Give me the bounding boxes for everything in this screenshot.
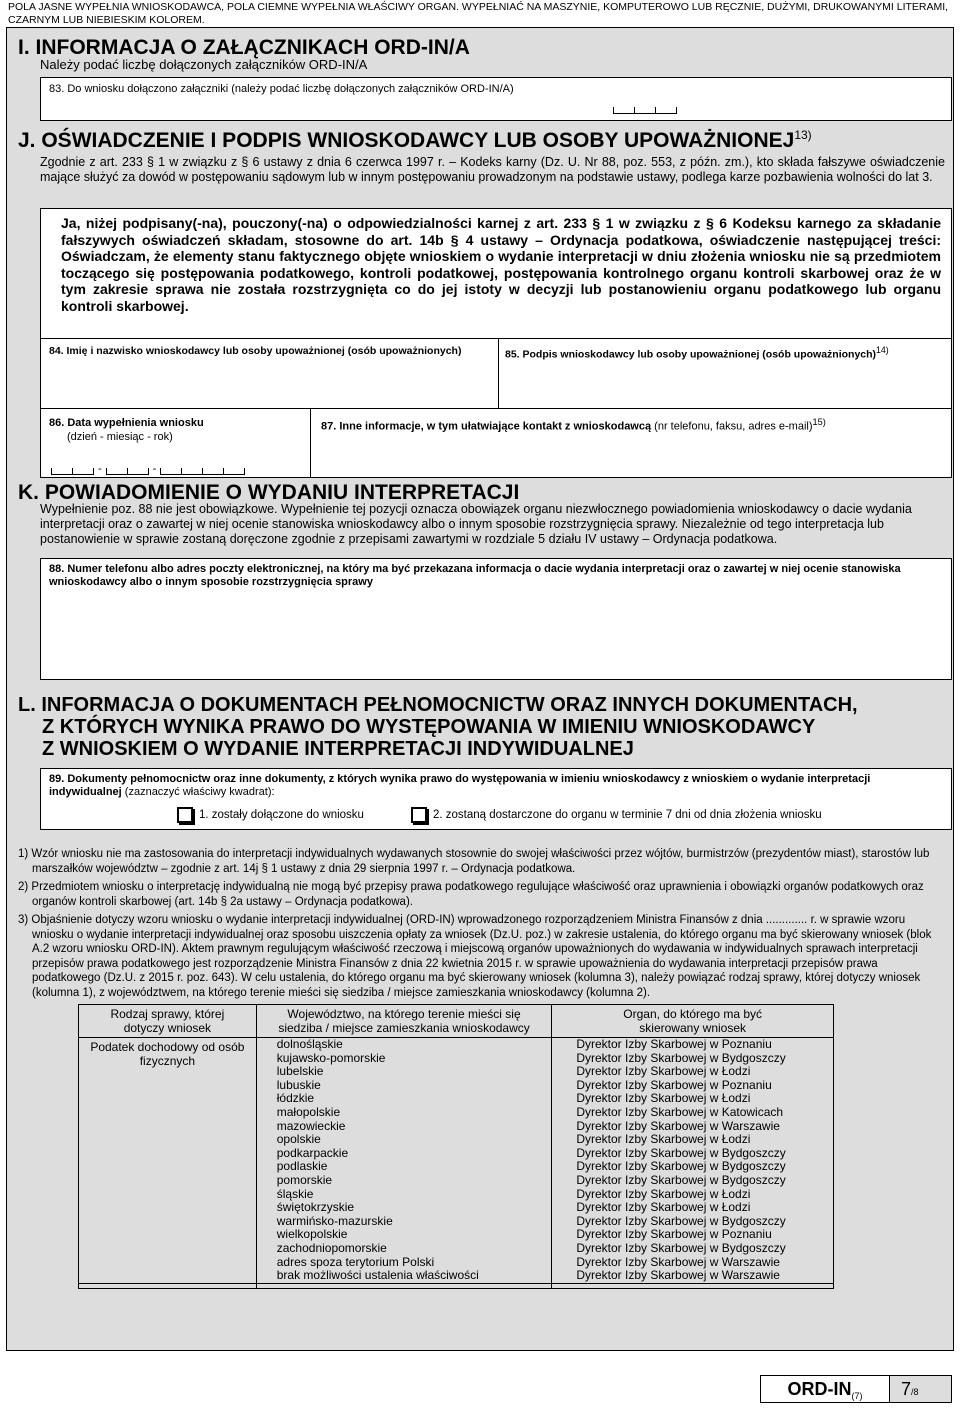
table-cell-authority: Dyrektor Izby Skarbowej w Łodzi bbox=[576, 1064, 751, 1079]
table-cell-voivodeship: lubelskie bbox=[276, 1064, 324, 1079]
field-87-footnote-ref: 15) bbox=[812, 417, 826, 427]
table-cell-voivodeship: adres spoza terytorium Polski bbox=[276, 1254, 435, 1269]
table-cell-authority: Dyrektor Izby Skarbowej w Bydgoszczy bbox=[576, 1050, 786, 1065]
table-cell-authority: Dyrektor Izby Skarbowej w Łodzi bbox=[576, 1186, 751, 1201]
checkbox-icon[interactable] bbox=[411, 807, 427, 823]
table-cell-authority: Dyrektor Izby Skarbowej w Bydgoszczy bbox=[576, 1172, 786, 1187]
declaration-text: Ja, niżej podpisany(-na), pouczony(-na) o odpowiedzialności karnej z art. 233 § 1 w związku z § 6 Kodeksu karnego za składanie fałszywych oświadczeń składam, stosowne do art. 14b § 4 ustawy – Ordynacja podatkowa, oświadczenie następującej treści: Oświadczam, że elementy stanu faktycznego objęte wnioskiem o wydanie interpretacji w dniu złożenia wniosku nie są przedmiotem toczącego się postępowania podatkowego, kontroli podatkowej, postępowania kontrolnego organu kontroli skarbowej oraz że w tym zakresie sprawa nie została rozstrzygnięta co do jej istoty w decyzji lub postanowieniu organu podatkowego lub organu kontroli skarbowej. bbox=[61, 215, 941, 314]
table-cell-voivodeship: lubuskie bbox=[276, 1077, 321, 1092]
field-88-label: 88. Numer telefonu albo adres poczty elektronicznej, na który ma być przekazana informacja o dacie wydania interpretacji oraz o zawartej w niej ocenie stanowiska wnioskodawcy albo o innym sposobie rozstrzygnięcia sprawy bbox=[49, 563, 901, 588]
field-86-box[interactable] bbox=[40, 408, 312, 478]
table-cell-authority: Dyrektor Izby Skarbowej w Katowicach bbox=[576, 1104, 784, 1119]
field-89-hint: (zaznaczyć właściwy kwadrat): bbox=[121, 786, 275, 798]
table-cell-authority: Dyrektor Izby Skarbowej w Bydgoszczy bbox=[576, 1159, 786, 1174]
option-2-label: 2. zostaną dostarczone do organu w terminie 7 dni od dnia złożenia wniosku bbox=[433, 809, 822, 822]
table-cell-voivodeship: opolskie bbox=[276, 1132, 321, 1147]
field-83-cells[interactable] bbox=[613, 107, 677, 114]
footnote-1: 1) Wzór wniosku nie ma zastosowania do interpretacji indywidualnych wydawanych stosownie do swojej właściwości przez wójtów, burmistrzów (prezydentów miast), starostów lub marszałków województw – zgodnie z art. 14j § 1 ustawy z dnia 29 sierpnia 1997 r. – Ordynacja podatkowa. bbox=[18, 848, 930, 875]
option-1-attached[interactable] bbox=[177, 807, 364, 823]
section-k-title: K. POWIADOMIENIE O WYDANIU INTERPRETACJI bbox=[18, 481, 520, 504]
section-l-title-line-3: Z WNIOSKIEM O WYDANIE INTERPRETACJI INDYWIDUALNEJ bbox=[42, 738, 634, 760]
field-84-label: 84. Imię i nazwisko wnioskodawcy lub osoby upoważnionej (osób upoważnionych) bbox=[49, 345, 462, 357]
field-83-box[interactable] bbox=[40, 77, 952, 121]
page-number: 7 bbox=[901, 1379, 912, 1399]
table-cell-authority: Dyrektor Izby Skarbowej w Poznaniu bbox=[576, 1037, 772, 1051]
table-voivodeship-list bbox=[256, 1038, 552, 1284]
checkbox-icon[interactable] bbox=[177, 807, 193, 823]
section-i-title: I. INFORMACJA O ZAŁĄCZNIKACH ORD-IN/A bbox=[18, 36, 470, 59]
field-83-label: 83. Do wniosku dołączono załączniki (należy podać liczbę dołączonych załączników ORD-IN/A) bbox=[49, 83, 514, 95]
field-88-box[interactable] bbox=[40, 558, 952, 680]
table-cell-authority: Dyrektor Izby Skarbowej w Łodzi bbox=[576, 1132, 751, 1147]
footnote-2: 2) Przedmiotem wniosku o interpretację indywidualną nie mogą być przepisy prawa podatkowego regulujące właściwość oraz uprawnienia i obowiązki organów podatkowych oraz organów kontroli skarbowej (art. 14b § 2a ustawy – Ordynacja podatkowa). bbox=[18, 881, 924, 908]
field-86-label: 86. Data wypełnienia wniosku bbox=[49, 417, 204, 429]
section-l-title bbox=[18, 694, 858, 760]
table-cell-voivodeship: pomorskie bbox=[276, 1172, 333, 1187]
field-89-box bbox=[40, 768, 952, 830]
field-85-box[interactable] bbox=[498, 338, 952, 410]
top-instruction-note: POLA JASNE WYPEŁNIA WNIOSKODAWCA, POLA CIEMNE WYPEŁNIA WŁAŚCIWY ORGAN. WYPEŁNIAĆ NA MASZYNIE, KOMPUTEROWO LUB RĘCZNIE, DUŻYMI, DRUKOWANYMI LITERAMI, CZARNYM LUB NIEBIESKIM KOLOREM. bbox=[8, 1, 949, 26]
section-l-title-line-2: Z KTÓRYCH WYNIKA PRAWO DO WYSTĘPOWANIA W IMIENIU WNIOSKODAWCY bbox=[42, 716, 816, 738]
field-87-hint: (nr telefonu, faksu, adres e-mail) bbox=[651, 420, 813, 433]
section-i-subtitle: Należy podać liczbę dołączonych załączników ORD-IN/A bbox=[40, 57, 368, 72]
section-j-intro: Zgodnie z art. 233 § 1 w związku z § 6 ustawy z dnia 6 czerwca 1997 r. – Kodeks karny (Dz. U. Nr 88, poz. 553, z późn. zm.), kto składa fałszywe oświadczenie mające służyć za dowód w postępowaniu sądowym lub w innym postępowaniu prowadzonym na podstawie ustawy, podlega karze pozbawienia wolności do lat 3. bbox=[40, 155, 945, 184]
table-cell-voivodeship: świętokrzyskie bbox=[276, 1200, 355, 1215]
table-cell-authority: Dyrektor Izby Skarbowej w Poznaniu bbox=[576, 1077, 772, 1092]
table-cell-voivodeship: kujawsko-pomorskie bbox=[276, 1050, 386, 1065]
field-84-box[interactable] bbox=[40, 338, 500, 410]
table-cell-authority: Dyrektor Izby Skarbowej w Warszawie bbox=[576, 1118, 780, 1133]
table-cell-voivodeship: dolnośląskie bbox=[276, 1037, 343, 1051]
table-cell-voivodeship: wielkopolskie bbox=[276, 1227, 348, 1242]
table-case-type: Podatek dochodowy od osób fizycznych bbox=[79, 1038, 257, 1284]
section-k-text: Wypełnienie poz. 88 nie jest obowiązkowe. Wypełnienie tej pozycji oznacza obowiązek organu niezwłocznego powiadomienia wnioskodawcy o dacie wydania interpretacji oraz o zawartej w niej ocenie stanowiska wnioskodawcy albo o innym sposobie rozstrzygnięcia sprawy. Niezależnie od tego interpretacja lub postanowienie w sprawie zostaną doręczone zgodnie z przepisami zawartymi w rozdziale 5 działu IV ustawy – Ordynacja podatkowa. bbox=[40, 502, 912, 546]
table-cell-authority: Dyrektor Izby Skarbowej w Bydgoszczy bbox=[576, 1240, 786, 1255]
jurisdiction-table bbox=[78, 1004, 834, 1289]
table-header-voivodeship: Województwo, na którego terenie mieści się siedziba / miejsce zamieszkania wnioskodawcy bbox=[256, 1005, 552, 1038]
table-header-authority: Organ, do którego ma być skierowany wniosek bbox=[552, 1005, 834, 1038]
table-cell-voivodeship: brak możliwości ustalenia właściwości bbox=[276, 1268, 479, 1283]
table-authority-list bbox=[552, 1038, 834, 1284]
field-85-footnote-ref: 14) bbox=[876, 345, 889, 355]
table-cell-voivodeship: podlaskie bbox=[276, 1159, 328, 1174]
table-cell-voivodeship: śląskie bbox=[276, 1186, 314, 1201]
table-cell-authority: Dyrektor Izby Skarbowej w Warszawie bbox=[576, 1254, 780, 1269]
table-cell-authority: Dyrektor Izby Skarbowej w Bydgoszczy bbox=[576, 1145, 786, 1160]
page-footer bbox=[760, 1375, 952, 1403]
field-86-format: (dzień - miesiąc - rok) bbox=[67, 431, 173, 443]
section-j-title: J. OŚWIADCZENIE I PODPIS WNIOSKODAWCY LUB OSOBY UPOWAŻNIONEJ bbox=[18, 129, 795, 152]
table-cell-authority: Dyrektor Izby Skarbowej w Łodzi bbox=[576, 1200, 751, 1215]
table-cell-voivodeship: zachodniopomorskie bbox=[276, 1240, 387, 1255]
field-89-label: 89. Dokumenty pełnomocnictw oraz inne dokumenty, z których wynika prawo do występowania w imieniu wnioskodawcy z wnioskiem o wydanie interpretacji indywidualnej bbox=[49, 773, 871, 798]
option-2-later[interactable] bbox=[411, 807, 822, 823]
declaration-box bbox=[40, 208, 952, 340]
table-cell-authority: Dyrektor Izby Skarbowej w Poznaniu bbox=[576, 1227, 772, 1242]
field-86-date-cells[interactable]: - - bbox=[51, 463, 245, 475]
table-cell-voivodeship: łódzkie bbox=[276, 1091, 315, 1106]
footnote-3: 3) Objaśnienie dotyczy wzoru wniosku o wydanie interpretacji indywidualnej (ORD-IN) wprowadzonego rozporządzeniem Ministra Finansów z dnia ............. r. w sprawie wzoru wniosku o wydanie interpretacji indywidualnej oraz sposobu uiszczenia opłaty za wniosek (Dz.U. poz.) w zakresie ustalenia, do którego organu ma być skierowany wniosek (blok A.2 wzoru wniosku ORD-IN). Aktem prawnym regulującym właściwość rzeczową i miejscową organów upoważnionych do wydawania w indywidualnych sprawach interpretacji przepisów prawa podatkowego jest rozporządzenie Ministra Finansów z dnia 22 kwietnia 2015 r. w sprawie upoważnienia do wydawania interpretacji przepisów prawa podatkowego (Dz.U. z 2015 r. poz. 643). W celu ustalenia, do którego organu ma być skierowany wniosek (kolumna 3), należy powiązać rodzaj sprawy, której dotyczy wniosek (kolumna 1), z województwem, na którego terenie mieści się siedziba / miejsce zamieszkania wnioskodawcy (kolumna 2). bbox=[18, 914, 932, 999]
field-87-box[interactable] bbox=[310, 408, 952, 478]
table-cell-voivodeship: warmińsko-mazurskie bbox=[276, 1213, 393, 1228]
table-cell-voivodeship: podkarpackie bbox=[276, 1145, 349, 1160]
table-header-case: Rodzaj sprawy, której dotyczy wniosek bbox=[79, 1005, 257, 1038]
form-code: ORD-IN bbox=[787, 1379, 852, 1399]
table-cell-authority: Dyrektor Izby Skarbowej w Warszawie bbox=[576, 1268, 780, 1283]
table-cell-authority: Dyrektor Izby Skarbowej w Łodzi bbox=[576, 1091, 751, 1106]
option-1-label: 1. zostały dołączone do wniosku bbox=[199, 809, 364, 822]
table-cell-voivodeship: małopolskie bbox=[276, 1104, 341, 1119]
field-87-label: 87. Inne informacje, w tym ułatwiające kontakt z wnioskodawcą bbox=[321, 420, 652, 433]
field-85-label: 85. Podpis wnioskodawcy lub osoby upoważnionej (osób upoważnionych) bbox=[505, 348, 877, 361]
table-cell-voivodeship: mazowieckie bbox=[276, 1118, 346, 1133]
section-l-title-line-1: L. INFORMACJA O DOKUMENTACH PEŁNOMOCNICTW ORAZ INNYCH DOKUMENTACH, bbox=[18, 694, 858, 716]
form-version: (7) bbox=[851, 1391, 863, 1402]
page-total: /8 bbox=[911, 1387, 919, 1397]
table-cell-authority: Dyrektor Izby Skarbowej w Bydgoszczy bbox=[576, 1213, 786, 1228]
section-j-footnote-ref: 13) bbox=[794, 128, 812, 142]
